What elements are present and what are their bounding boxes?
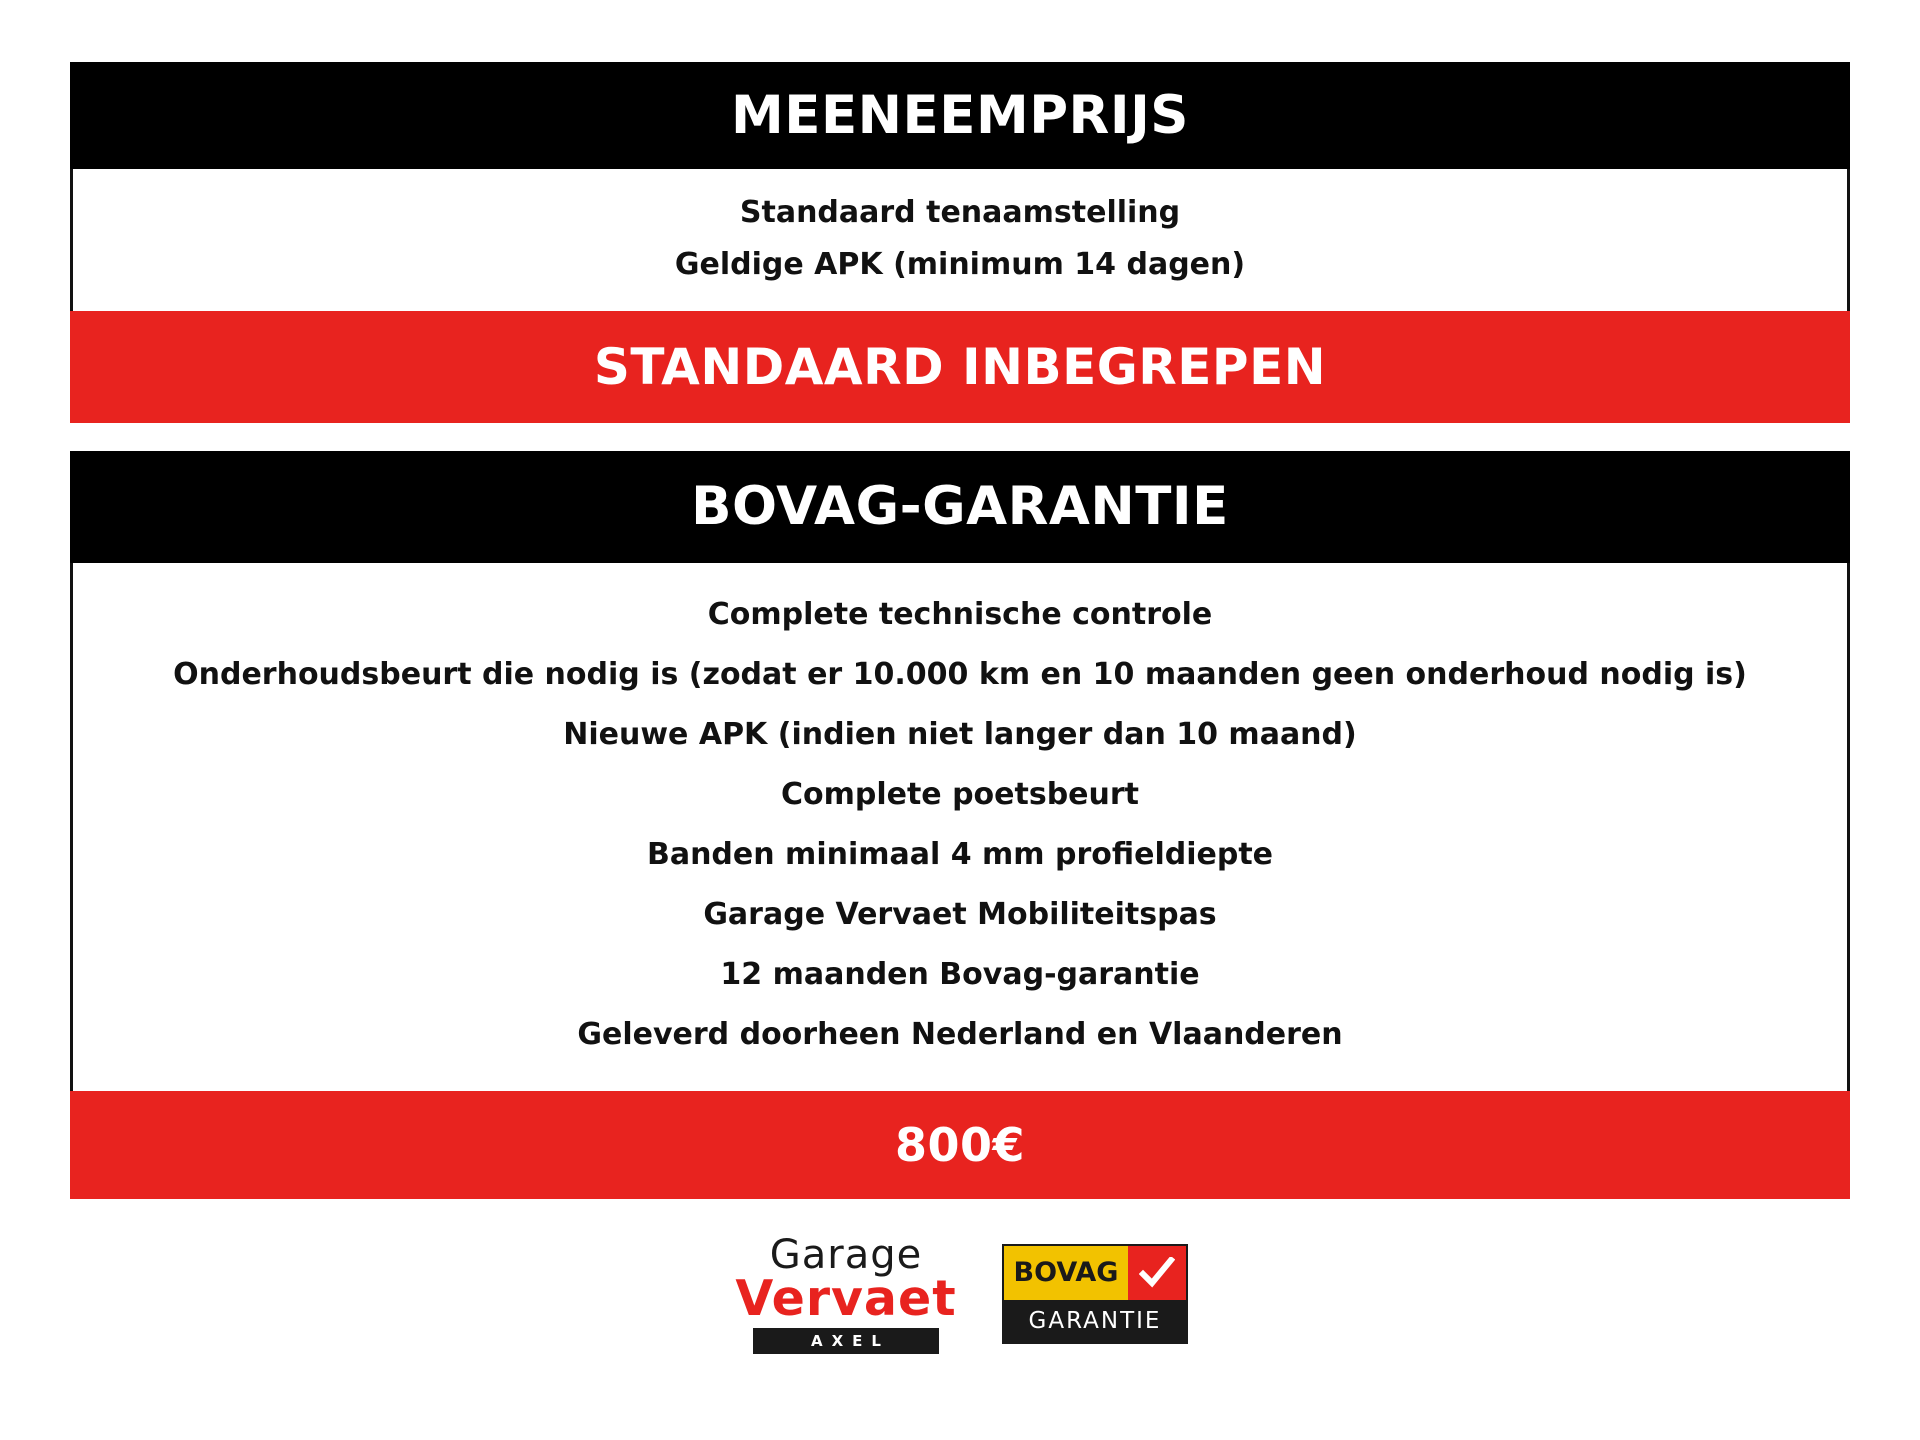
garage-logo-tag: AXEL: [753, 1328, 939, 1354]
list-item: Garage Vervaet Mobiliteitspas: [703, 897, 1217, 932]
garage-logo-bottom: Vervaet: [735, 1270, 957, 1327]
list-item: Geldige APK (minimum 14 dagen): [73, 239, 1847, 291]
meeneemprijs-header: MEENEEMPRIJS: [70, 62, 1850, 169]
list-item: Banden minimaal 4 mm profieldiepte: [646, 837, 1274, 872]
logo-row: [70, 1233, 1850, 1354]
list-item: Complete technische controle: [707, 597, 1213, 632]
list-item: Geleverd doorheen Nederland en Vlaanderen: [577, 1017, 1343, 1052]
bovag-garantie-block: [70, 451, 1850, 1199]
meeneemprijs-body: [70, 169, 1850, 311]
meeneemprijs-block: [70, 62, 1850, 423]
section-divider: [70, 423, 1850, 451]
standaard-inbegrepen-banner: STANDAARD INBEGREPEN: [70, 311, 1850, 423]
bovag-garantie-body: [70, 563, 1850, 1091]
list-item: Standaard tenaamstelling: [73, 187, 1847, 239]
bovag-logo-top: [1004, 1246, 1186, 1300]
bovag-garantie-header: BOVAG-GARANTIE: [70, 451, 1850, 563]
list-item: Onderhoudsbeurt die nodig is (zodat er 10.000 km en 10 maanden geen onderhoud nodig is): [173, 657, 1747, 692]
garage-logo-top: Garage: [769, 1232, 923, 1278]
list-item: Complete poetsbeurt: [780, 777, 1140, 812]
bovag-logo-sub: GARANTIE: [1004, 1300, 1186, 1342]
garage-vervaet-logo: [732, 1233, 960, 1354]
list-item: Nieuwe APK (indien niet langer dan 10 maand): [563, 717, 1357, 752]
list-item: 12 maanden Bovag-garantie: [720, 957, 1200, 992]
price-banner: 800€: [70, 1091, 1850, 1199]
bovag-garantie-logo: [1002, 1244, 1188, 1344]
check-icon: [1128, 1246, 1186, 1300]
bovag-logo-name: BOVAG: [1004, 1246, 1128, 1300]
